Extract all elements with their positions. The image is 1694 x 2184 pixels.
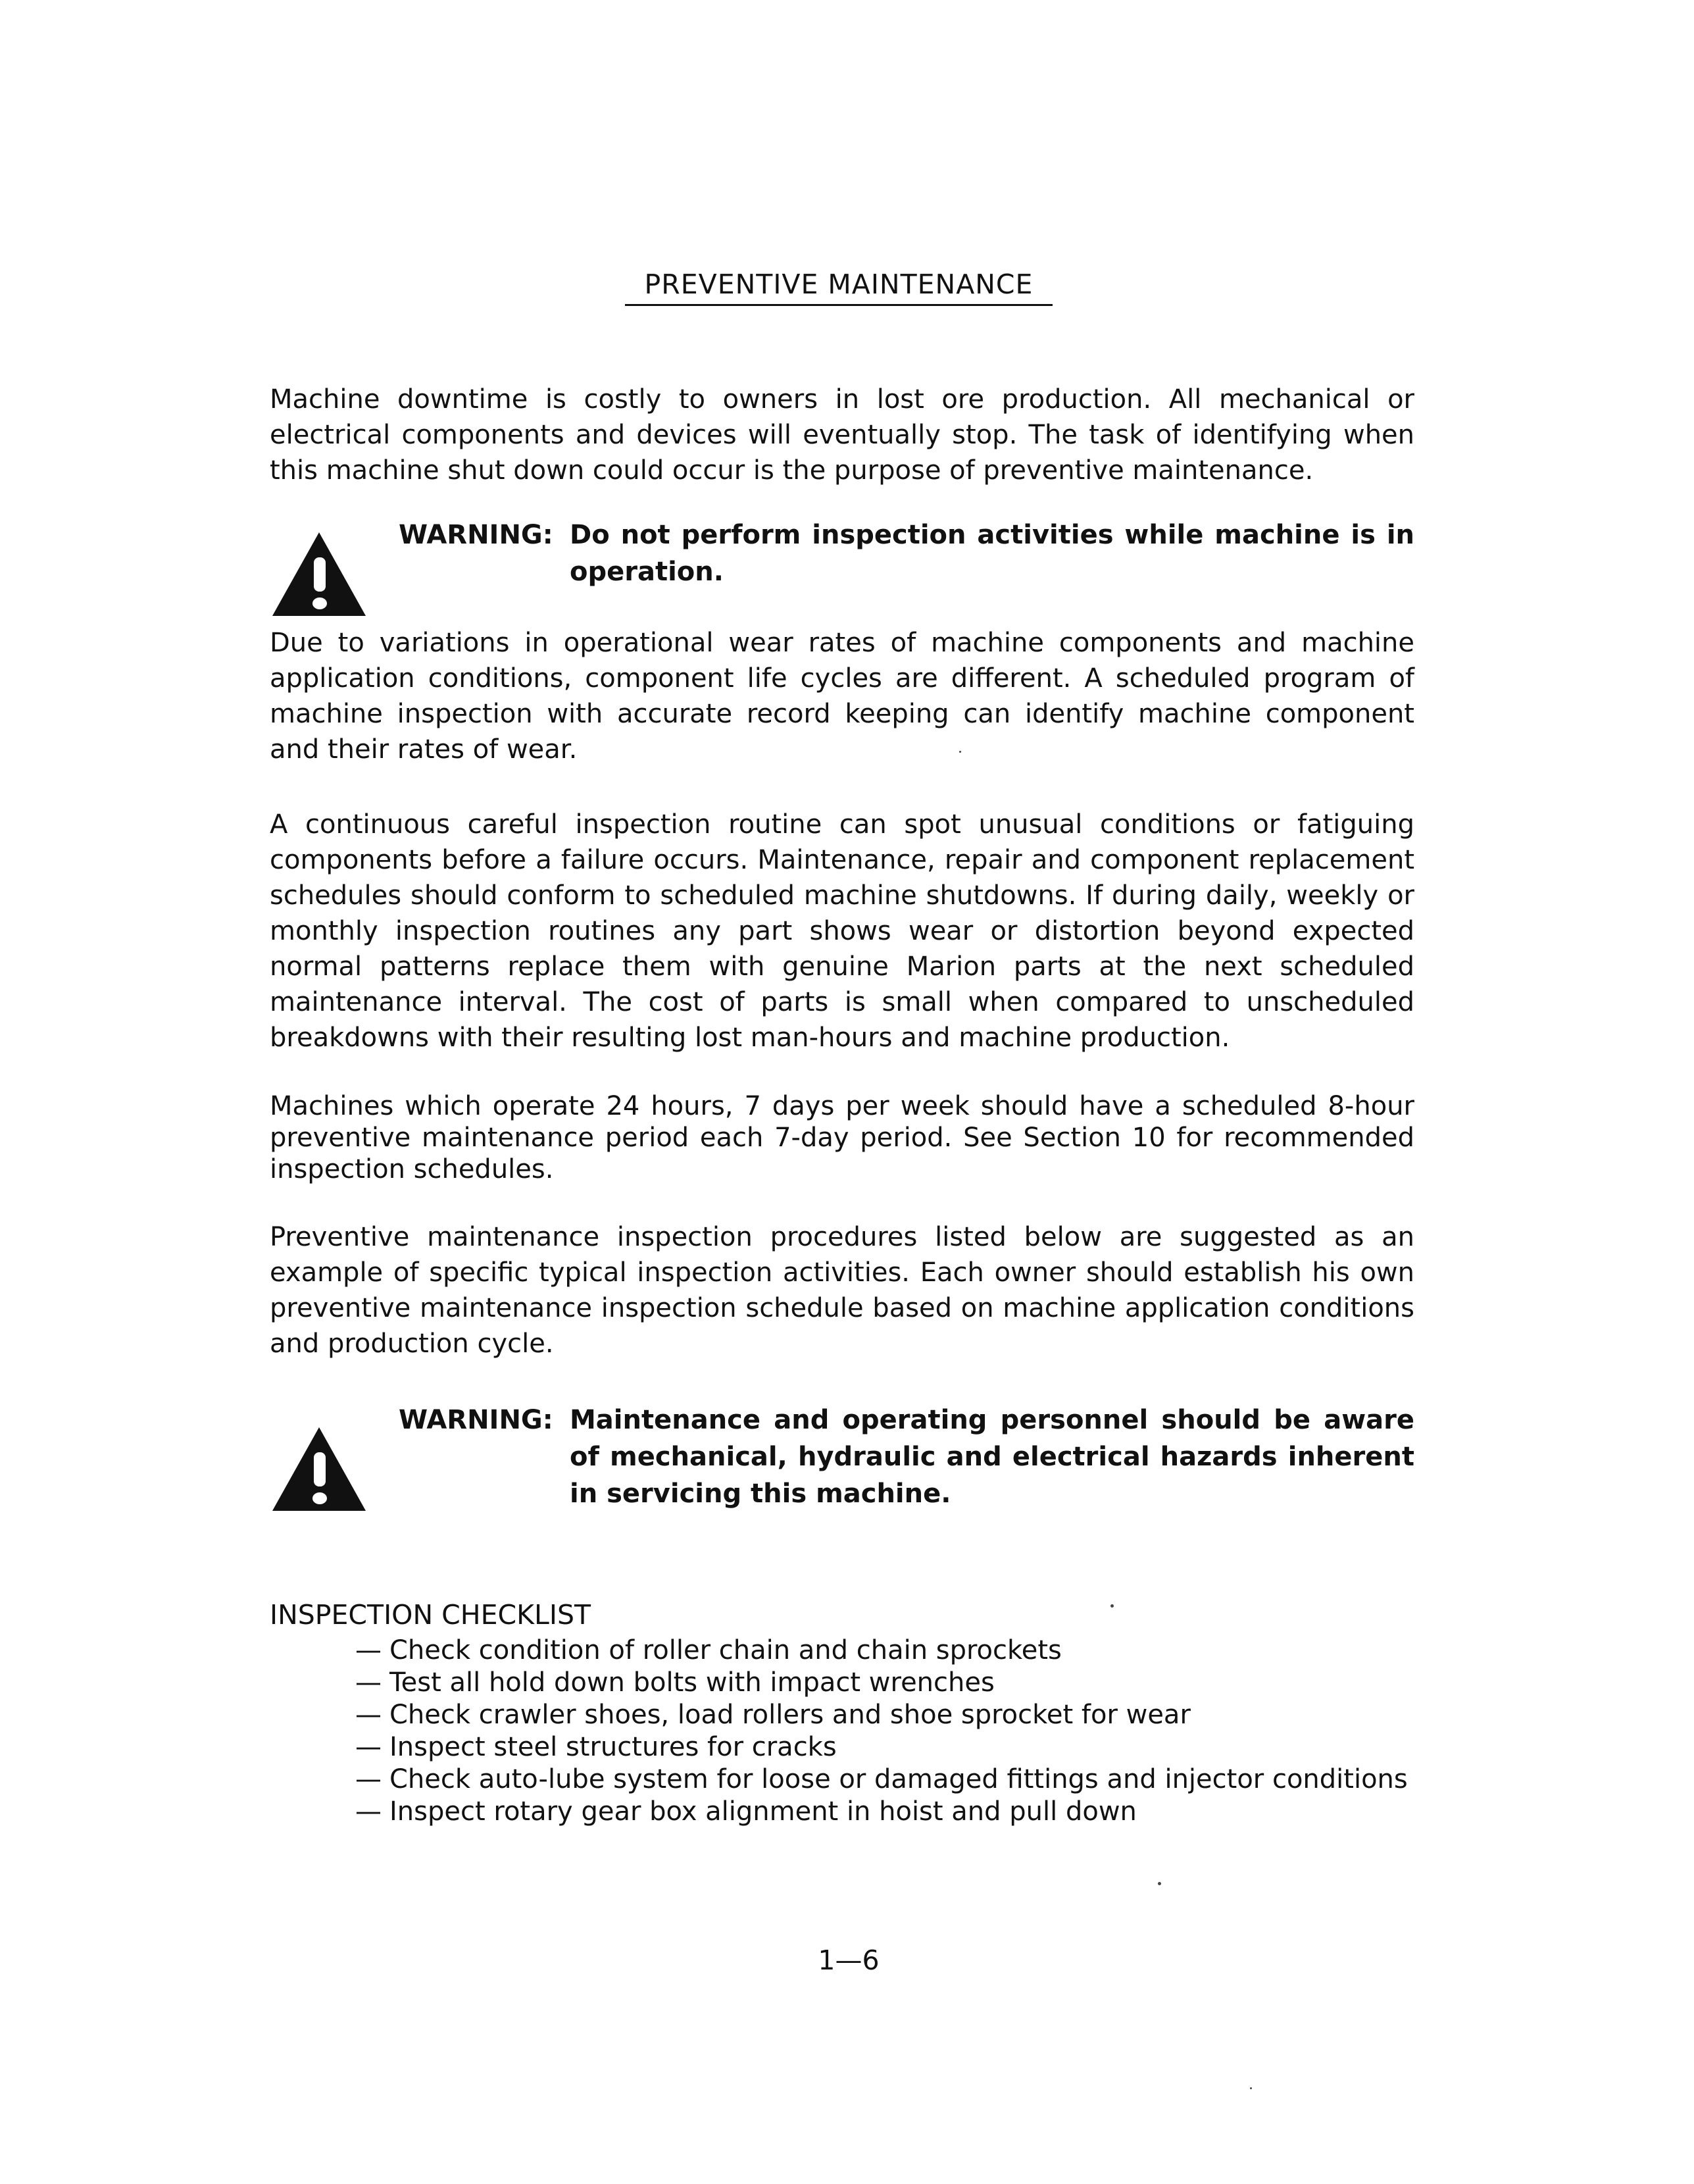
checklist-item-text: Check auto-lube system for loose or damaged fittings and injector conditions xyxy=(389,1764,1408,1794)
checklist-item-text: Check crawler shoes, load rollers and shoe sprocket for wear xyxy=(389,1700,1191,1730)
checklist-item xyxy=(355,1731,1408,1764)
checklist-item xyxy=(355,1699,1408,1731)
checklist-item xyxy=(355,1667,1408,1699)
checklist-item-text: Inspect rotary gear box alignment in hoist and pull down xyxy=(389,1796,1137,1827)
checklist-item xyxy=(355,1635,1408,1667)
warning-label: WARNING: xyxy=(399,1405,553,1435)
page-title: PREVENTIVE MAINTENANCE xyxy=(644,268,1034,300)
checklist-item xyxy=(355,1764,1408,1796)
checklist-item-text: Check condition of roller chain and chain sprockets xyxy=(389,1635,1062,1665)
dash-bullet: — xyxy=(355,1764,382,1794)
paragraph-procedures: Preventive maintenance inspection procedures listed below are suggested as an example of specific typical inspection activities. Each owner should establish his own preventive maintenance inspection schedule based on machine application conditions and production cycle. xyxy=(270,1222,1414,1359)
checklist-item xyxy=(355,1796,1408,1828)
paragraph-downtime: Machine downtime is costly to owners in lost ore production. All mechanical or electrical components and devices will eventually stop. The task of identifying when this machine shut down could occur is the purpose of preventive maintenance. xyxy=(270,384,1414,486)
paragraph-inspection-routine: A continuous careful inspection routine can spot unusual conditions or fatiguing components before a failure occurs. Maintenance, repair and component replacement schedules should conform to scheduled machine shutdowns. If during daily, weekly or monthly inspection routines any part shows wear or distortion beyond expected normal patterns replace them with genuine Marion parts at the next scheduled maintenance interval. The cost of parts is small when compared to unscheduled breakdowns with their resulting lost man-hours and machine production. xyxy=(270,809,1414,1053)
warning-text-hazards: Maintenance and operating personnel should be aware of mechanical, hydraulic and electrical hazards inherent in servicing this machine. xyxy=(570,1405,1414,1509)
warning-triangle-icon xyxy=(270,530,368,619)
dash-bullet: — xyxy=(355,1732,382,1762)
checklist-item-text: Inspect steel structures for cracks xyxy=(389,1732,837,1762)
warning-text-operation: Do not perform inspection activities while machine is in operation. xyxy=(570,520,1414,587)
warning-triangle-icon xyxy=(270,1425,368,1513)
title-underline xyxy=(625,304,1053,306)
dash-bullet: — xyxy=(355,1796,382,1827)
warning-label: WARNING: xyxy=(399,520,553,550)
scan-speck xyxy=(959,751,961,753)
paragraph-wear-rates: Due to variations in operational wear rates of machine components and machine application conditions, component life cycles are different. A scheduled program of machine inspection with accurate record keeping can identify machine component and their rates of wear. xyxy=(270,628,1414,765)
scan-speck xyxy=(1250,2087,1252,2089)
dash-bullet: — xyxy=(355,1667,382,1698)
scan-speck xyxy=(1110,1604,1114,1608)
scan-speck xyxy=(1158,1882,1161,1885)
inspection-checklist xyxy=(355,1635,1408,1828)
paragraph-schedule: Machines which operate 24 hours, 7 days per week should have a scheduled 8-hour preventive maintenance period each 7-day period. See Section 10 for recommended inspection schedules. xyxy=(270,1091,1414,1184)
page-number: 1—6 xyxy=(818,1944,880,1976)
dash-bullet: — xyxy=(355,1635,382,1665)
checklist-heading: INSPECTION CHECKLIST xyxy=(270,1599,591,1631)
checklist-item-text: Test all hold down bolts with impact wrenches xyxy=(389,1667,995,1698)
dash-bullet: — xyxy=(355,1700,382,1730)
